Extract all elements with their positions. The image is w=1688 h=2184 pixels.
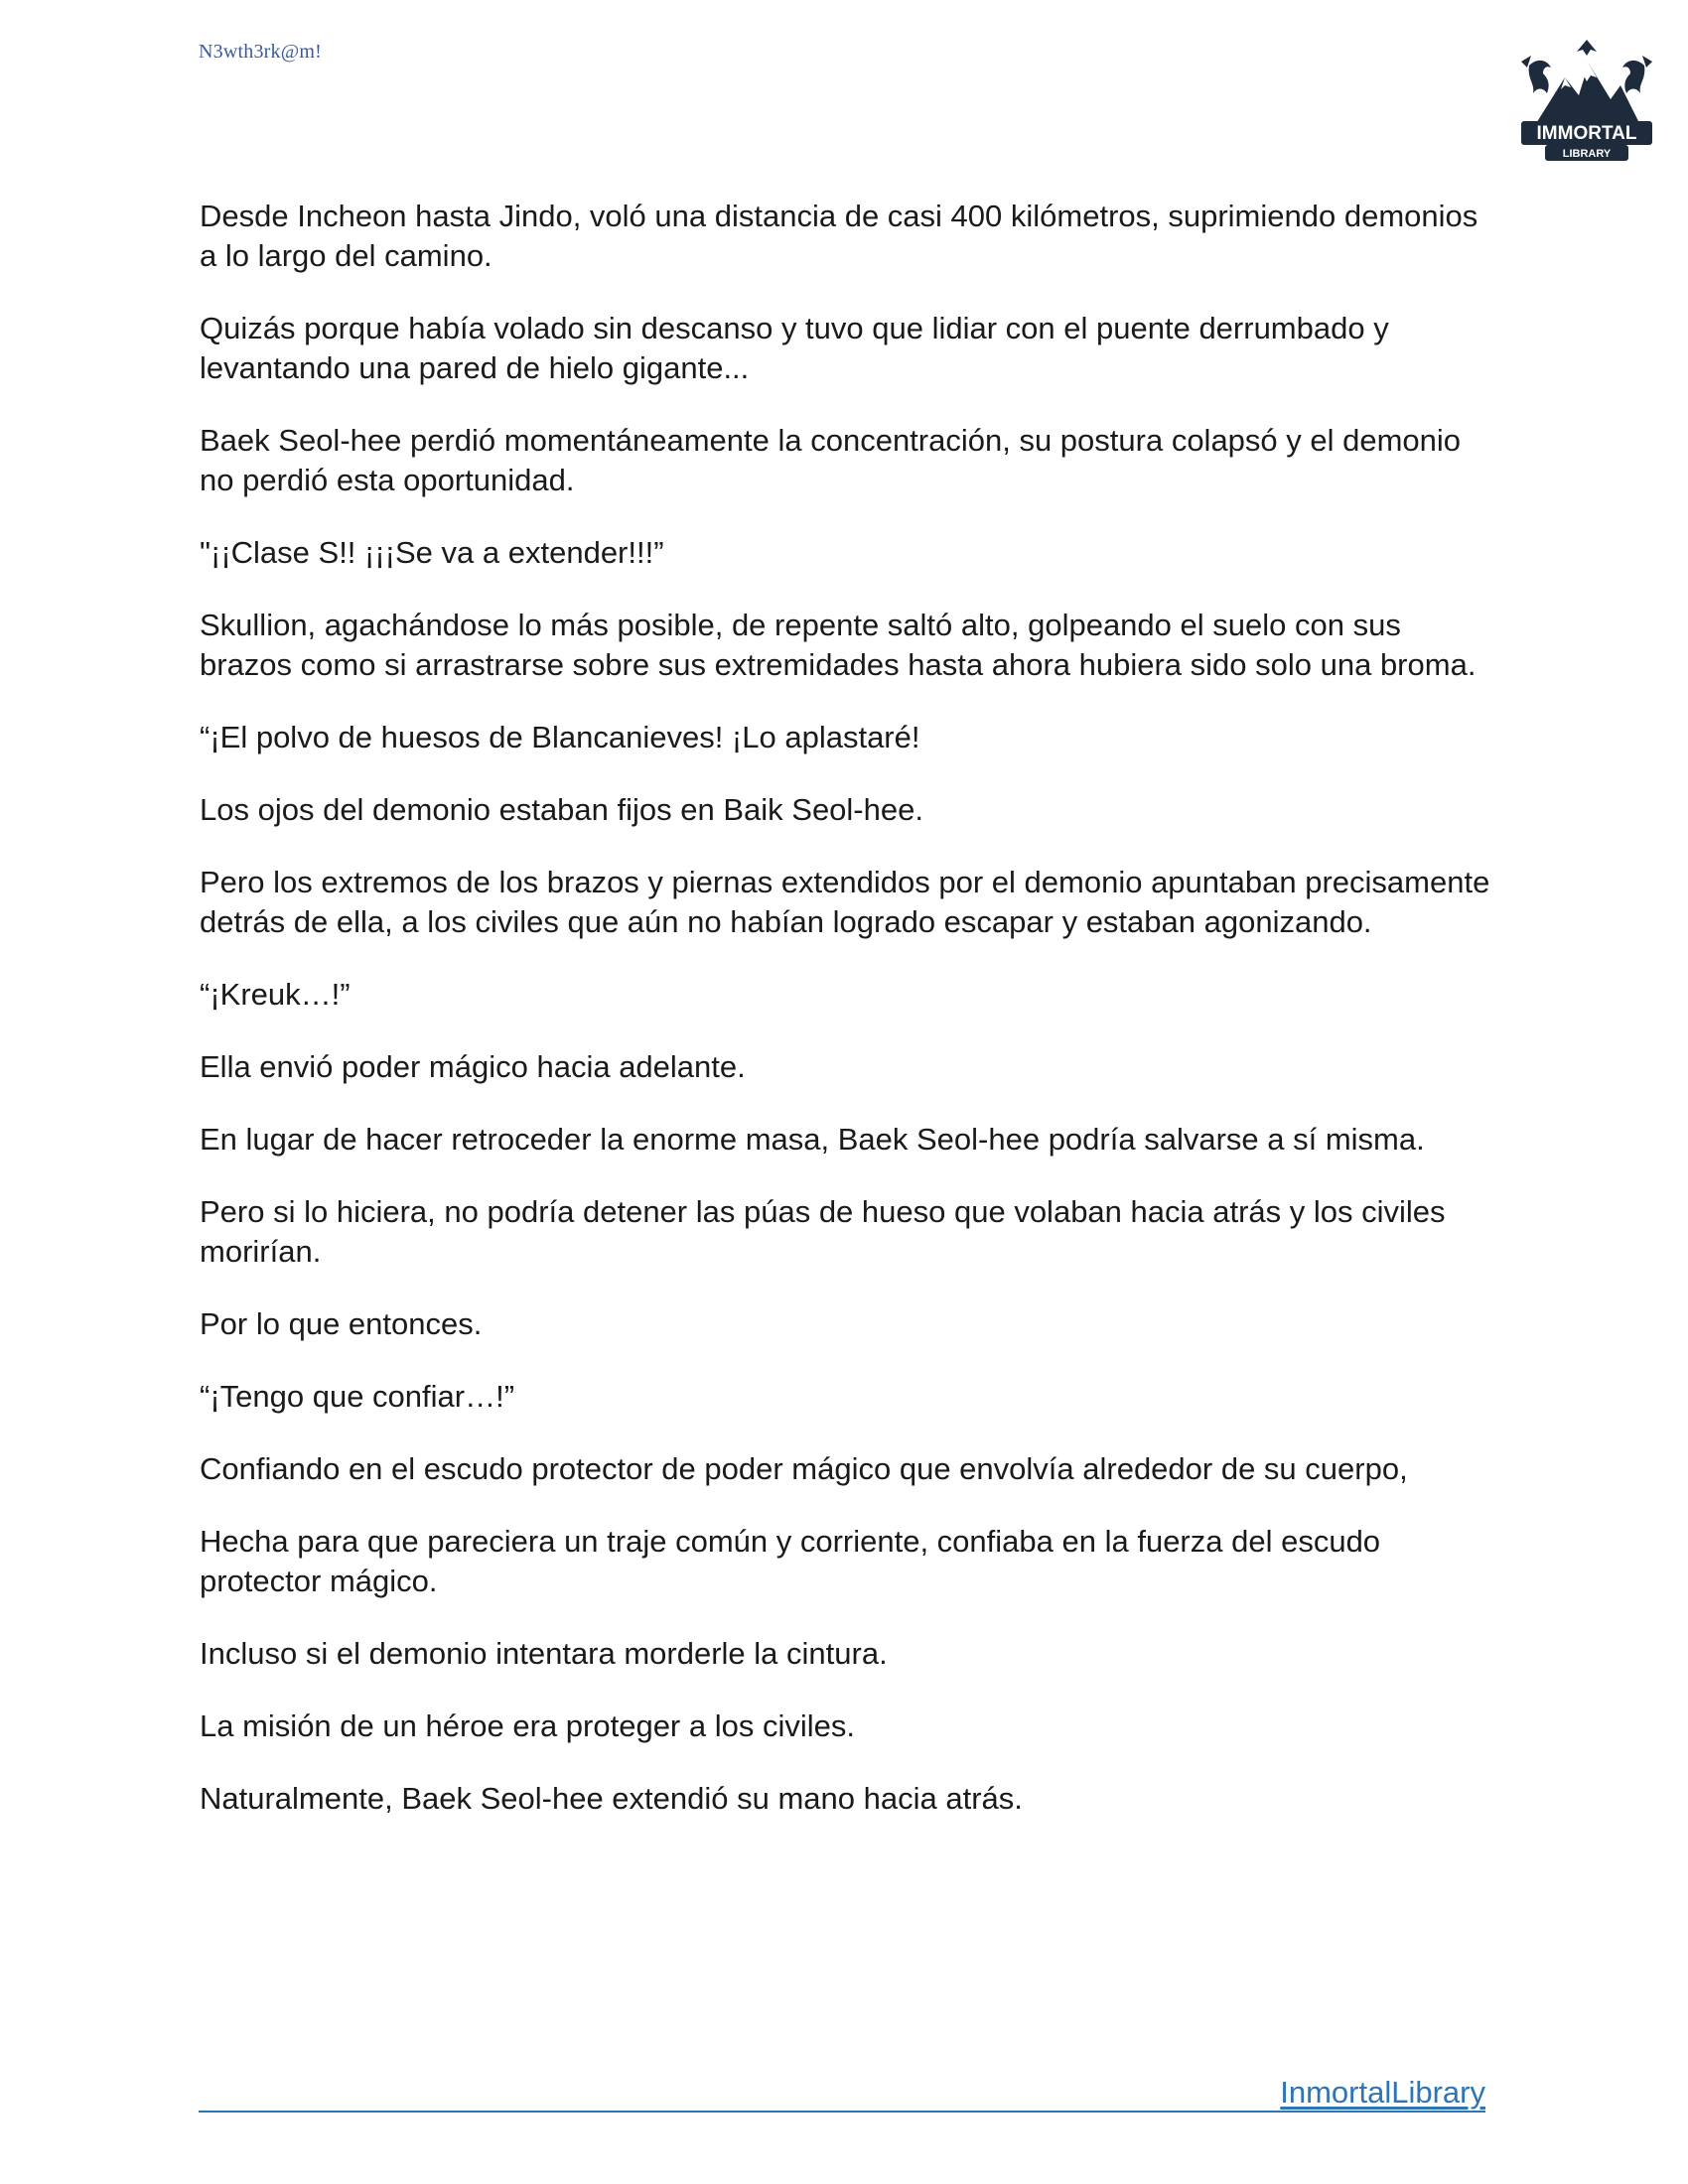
paragraph: “¡El polvo de huesos de Blancanieves! ¡Lo aplastaré! bbox=[200, 720, 920, 754]
paragraph: “¡Tengo que confiar…!” bbox=[200, 1379, 515, 1414]
paragraph: Incluso si el demonio intentara morderle la cintura. bbox=[200, 1636, 888, 1671]
logo-emblem-icon bbox=[1507, 22, 1666, 181]
footer-link[interactable]: InmortalLibrary bbox=[1280, 2075, 1485, 2110]
paragraph: Hecha para que pareciera un traje común y corriente, confiaba en la fuerza del escudo protector mágico. bbox=[200, 1524, 1381, 1598]
chapter-body bbox=[200, 197, 1490, 1851]
paragraph: Desde Incheon hasta Jindo, voló una distancia de casi 400 kilómetros, suprimiendo demonios a lo largo del camino. bbox=[200, 199, 1478, 273]
paragraph: Pero si lo hiciera, no podría detener las púas de hueso que volaban hacia atrás y los civiles morirían. bbox=[200, 1194, 1446, 1269]
logo-subtitle-text: LIBRARY bbox=[1562, 148, 1612, 160]
header-tag: N3wth3rk@m! bbox=[199, 41, 322, 63]
immortal-library-logo bbox=[1507, 22, 1666, 181]
paragraph: Skullion, agachándose lo más posible, de repente saltó alto, golpeando el suelo con sus brazos como si arrastrarse sobre sus extremidades hasta ahora hubiera sido solo una broma. bbox=[200, 608, 1477, 682]
paragraph: "¡¡Clase S!! ¡¡¡Se va a extender!!!” bbox=[200, 535, 664, 570]
logo-title-text: IMMORTAL bbox=[1536, 123, 1637, 144]
paragraph: Confiando en el escudo protector de poder mágico que envolvía alrededor de su cuerpo, bbox=[200, 1451, 1408, 1486]
paragraph: Naturalmente, Baek Seol-hee extendió su mano hacia atrás. bbox=[200, 1781, 1023, 1816]
paragraph: Ella envió poder mágico hacia adelante. bbox=[200, 1049, 746, 1084]
paragraph: Por lo que entonces. bbox=[200, 1306, 483, 1341]
paragraph: La misión de un héroe era proteger a los civiles. bbox=[200, 1708, 855, 1743]
paragraph: Quizás porque había volado sin descanso y tuvo que lidiar con el puente derrumbado y levantando una pared de hielo gigante... bbox=[200, 311, 1389, 385]
paragraph: Los ojos del demonio estaban fijos en Baik Seol-hee. bbox=[200, 792, 923, 827]
paragraph: Baek Seol-hee perdió momentáneamente la concentración, su postura colapsó y el demonio no perdió esta oportunidad. bbox=[200, 423, 1462, 497]
footer-divider bbox=[199, 2111, 1485, 2113]
paragraph: En lugar de hacer retroceder la enorme masa, Baek Seol-hee podría salvarse a sí misma. bbox=[200, 1122, 1425, 1157]
paragraph: Pero los extremos de los brazos y piernas extendidos por el demonio apuntaban precisamente detrás de ella, a los civiles que aún no habían logrado escapar y estaban agonizando. bbox=[200, 865, 1490, 939]
paragraph: “¡Kreuk…!” bbox=[200, 977, 351, 1012]
